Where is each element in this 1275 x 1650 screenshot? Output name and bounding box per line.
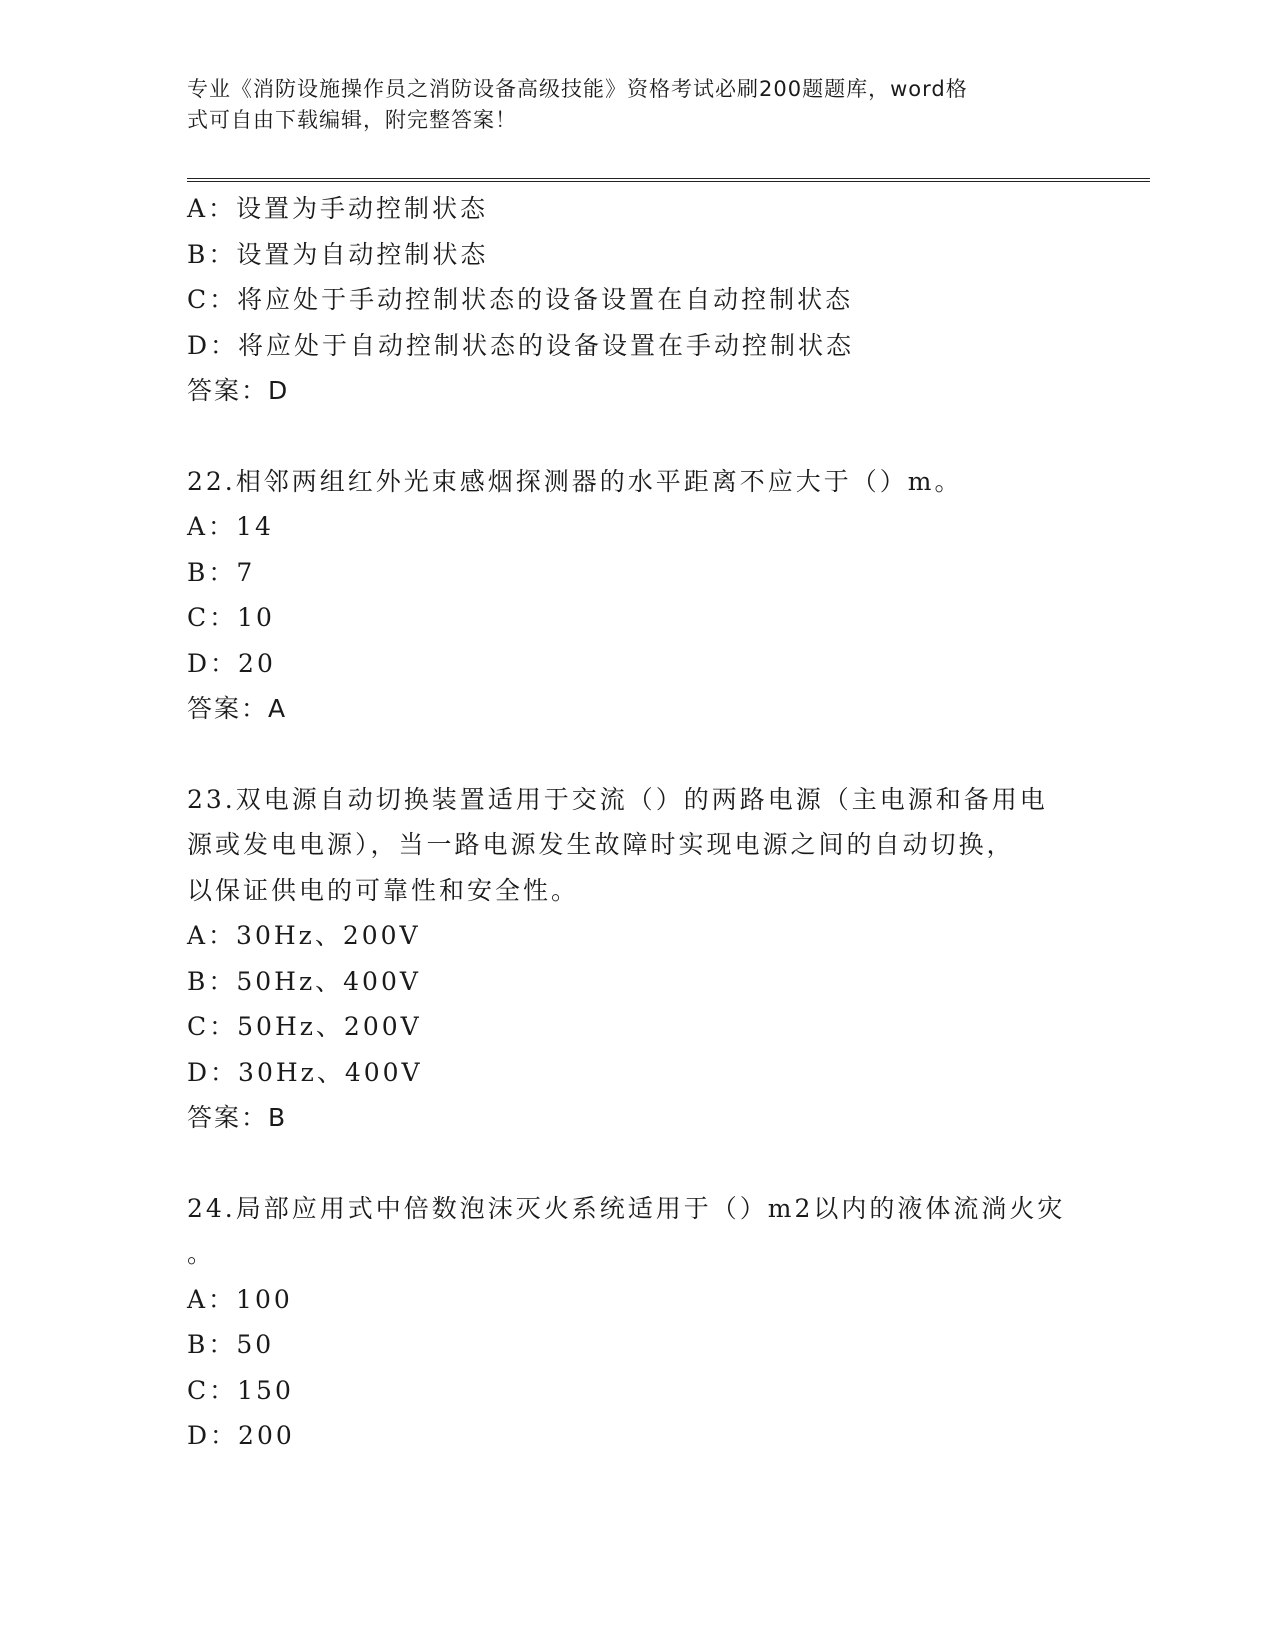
option-d: D：30Hz、400V (187, 1057, 423, 1087)
question-23 (187, 777, 1087, 1141)
question-text: 22.相邻两组红外光束感烟探测器的水平距离不应大于（）m。 (187, 466, 963, 496)
option-d: D：将应处于自动控制状态的设备设置在手动控制状态 (187, 330, 855, 360)
answer: 答案：A (187, 694, 288, 723)
option-c: C：10 (187, 603, 275, 632)
question-list (187, 186, 1087, 1459)
answer: 答案：B (187, 1103, 288, 1132)
question-text-line-3: 以保证供电的可靠性和安全性。 (187, 875, 580, 905)
question-24 (187, 1186, 1087, 1459)
option-d: D：20 (187, 648, 276, 678)
option-c: C：50Hz、200V (187, 1012, 422, 1041)
option-c: C：将应处于手动控制状态的设备设置在自动控制状态 (187, 285, 854, 314)
question-text-line-2: 。 (187, 1239, 216, 1268)
document-header (187, 74, 1067, 136)
question-text-line-1: 23.双电源自动切换装置适用于交流（）的两路电源（主电源和备用电 (187, 784, 1048, 814)
header-line-2: 式可自由下载编辑，附完整答案！ (187, 108, 517, 132)
header-line-1: 专业《消防设施操作员之消防设备高级技能》资格考试必刷200题题库，word格 (187, 77, 968, 101)
question-22 (187, 459, 1087, 732)
header-divider-bottom (187, 181, 1150, 182)
option-a: A：100 (187, 1284, 293, 1314)
option-a: A：30Hz、200V (187, 921, 421, 950)
option-b: B：设置为自动控制状态 (187, 239, 489, 269)
option-a: A：14 (187, 512, 274, 541)
question-text-line-2: 源或发电电源），当一路电源发生故障时实现电源之间的自动切换， (187, 830, 1015, 859)
option-c: C：150 (187, 1375, 294, 1405)
question-21-partial (187, 186, 1087, 414)
header-divider-top (187, 178, 1150, 179)
question-text-line-1: 24.局部应用式中倍数泡沫灭火系统适用于（）m2以内的液体流淌火灾 (187, 1193, 1066, 1223)
option-b: B：50Hz、400V (187, 966, 421, 996)
option-a: A：设置为手动控制状态 (187, 194, 489, 223)
option-b: B：50 (187, 1330, 275, 1359)
answer: 答案：D (187, 376, 290, 405)
option-d: D：200 (187, 1421, 295, 1450)
option-b: B：7 (187, 557, 256, 587)
